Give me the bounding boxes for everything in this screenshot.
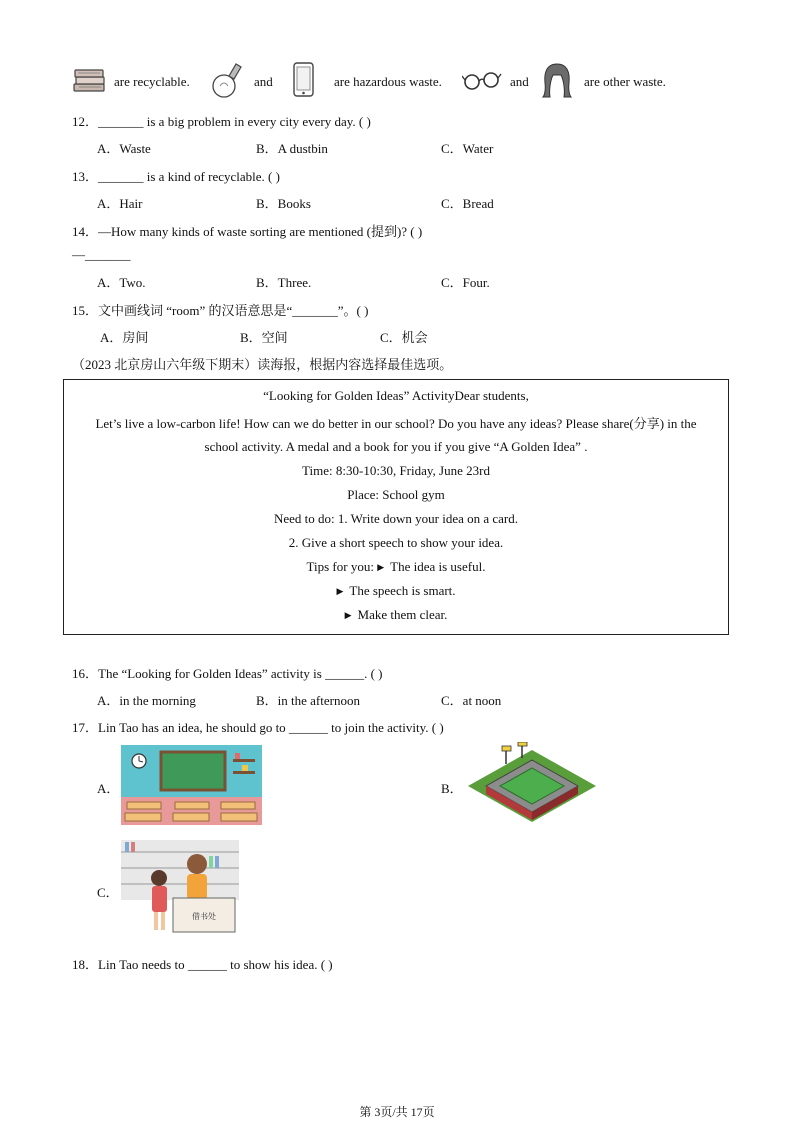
stadium-image[interactable] <box>466 742 598 832</box>
question-17: 17．Lin Tao has an idea, he should go to ______ to join the activity. ( ) <box>72 720 444 735</box>
library-sign-text: 借书处 <box>192 912 216 921</box>
poster-time: Time: 8:30-10:30, Friday, June 23rd <box>302 463 490 478</box>
books-icon <box>72 66 108 98</box>
q16-option-c[interactable]: C．at noon <box>441 693 502 708</box>
intro-recyclable: are recyclable. <box>114 74 190 89</box>
q14-option-a[interactable]: A．Two. <box>97 275 146 290</box>
glasses-icon <box>462 68 502 96</box>
q16-option-b[interactable]: B．in the afternoon <box>256 693 360 708</box>
question-12: 12．_______ is a big problem in every city every day. ( ) <box>72 114 371 129</box>
q14-answer-blank: —_______ <box>72 247 131 262</box>
q12-option-a[interactable]: A．Waste <box>97 141 151 156</box>
poster-tip-2-row <box>64 583 728 599</box>
poster-tip-2: The speech is smart. <box>349 583 456 598</box>
q13-option-b[interactable]: B．Books <box>256 196 311 211</box>
poster-need-2: 2. Give a short speech to show your idea. <box>288 535 504 550</box>
classroom-image[interactable] <box>121 745 262 829</box>
question-16: 16．The “Looking for Golden Ideas” activity is ______. ( ) <box>72 666 383 681</box>
poster-tip-3-row <box>64 607 728 623</box>
q12-option-b[interactable]: B．A dustbin <box>256 141 328 156</box>
q13-option-a[interactable]: A．Hair <box>97 196 143 211</box>
q14-option-b[interactable]: B．Three. <box>256 275 312 290</box>
question-14: 14．—How many kinds of waste sorting are mentioned (提到)? ( ) <box>72 224 423 239</box>
q13-option-c[interactable]: C．Bread <box>441 196 494 211</box>
q14-option-c[interactable]: C．Four. <box>441 275 490 290</box>
intro-hazardous: are hazardous waste. <box>334 74 442 89</box>
question-15: 15．文中画线词 “room” 的汉语意思是“_______”。( ) <box>72 303 369 318</box>
q17-option-b[interactable]: B． <box>441 781 463 796</box>
q15-option-a[interactable]: A．房间 <box>100 330 149 345</box>
poster-need-1: Need to do: 1. Write down your idea on a card. <box>274 511 518 526</box>
q16-option-a[interactable]: A．in the morning <box>97 693 196 708</box>
q17-option-a[interactable]: A． <box>97 781 120 796</box>
question-18: 18．Lin Tao needs to ______ to show his idea. ( ) <box>72 957 333 972</box>
bullet-icon: ▶ <box>336 586 344 596</box>
intro-and-1: and <box>254 74 273 89</box>
bullet-icon: ▶ <box>344 610 352 620</box>
section-intro: （2023 北京房山六年级下期末）读海报，根据内容选择最佳选项。 <box>72 357 453 372</box>
q12-option-c[interactable]: C．Water <box>441 141 494 156</box>
light-bulb-icon <box>210 58 244 106</box>
mobile-phone-icon <box>292 61 316 103</box>
q15-option-b[interactable]: B．空间 <box>240 330 288 345</box>
q15-option-c[interactable]: C．机会 <box>380 330 428 345</box>
poster-tips-label: Tips for you: <box>306 559 374 574</box>
hair-icon <box>540 61 574 103</box>
poster-tip-3: Make them clear. <box>357 607 448 622</box>
library-desk-image[interactable] <box>121 838 239 944</box>
poster-title: “Looking for Golden Ideas” ActivityDear students, <box>263 388 529 403</box>
intro-other: are other waste. <box>584 74 666 89</box>
question-13: 13．_______ is a kind of recyclable. ( ) <box>72 169 280 184</box>
poster-place: Place: School gym <box>347 487 445 502</box>
poster-tip-1: The idea is useful. <box>390 559 486 574</box>
bullet-icon: ▶ <box>377 562 385 572</box>
poster-tips-row <box>64 559 728 575</box>
intro-and-2: and <box>510 74 529 89</box>
poster-line-1: Let’s live a low-carbon life! How can we do better in our school? Do you have any ideas? Please share(分享) in the <box>95 416 697 431</box>
poster-line-2: school activity. A medal and a book for you if you give “A Golden Idea” . <box>204 439 588 454</box>
q17-option-c[interactable]: C． <box>97 885 119 900</box>
page-footer: 第 3页/共 17页 <box>359 1105 435 1119</box>
poster-box <box>63 379 729 635</box>
